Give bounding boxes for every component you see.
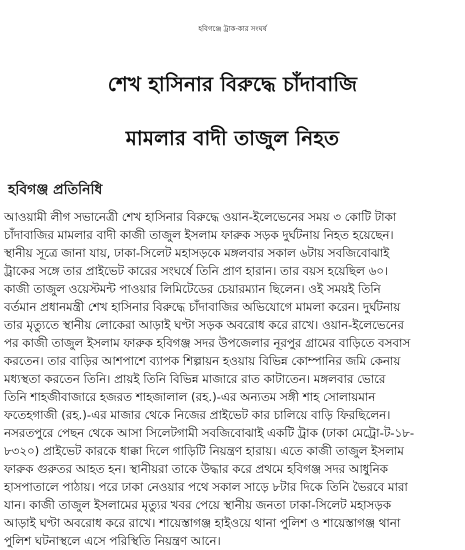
body-line: পুলিশ ঘটনাস্থলে এসে পরিস্থিতি নিয়ন্ত্রণ আনে। bbox=[4, 534, 221, 548]
body-line: করতেন। তার বাড়ির আশপাশে ব্যাপক শিল্পায়ন হওয়ায় বিভিন্ন কোম্পানির জমি কেনায় bbox=[4, 354, 401, 368]
body-line: ট্রাকের সঙ্গে তার প্রাইভেট কারের সংঘর্ষে তিনি প্রাণ হারান। তার বয়স হয়েছিল ৬০। bbox=[4, 264, 389, 278]
body-line: ফতেহগাজী (রহ.)-এর মাজার থেকে নিজের প্রাইভেট কার চালিয়ে বাড়ি ফিরছিলেন। bbox=[4, 408, 391, 422]
body-line: যান। কাজী তাজুল ইসলামের মৃত্যুর খবর পেয়ে স্থানীয় জনতা ঢাকা-সিলেট মহাসড়ক bbox=[4, 498, 391, 512]
headline-line-1: শেখ হাসিনার বিরুদ্ধে চাঁদাবাজি bbox=[107, 72, 358, 96]
body-line: বর্তমান প্রধানমন্ত্রী শেখ হাসিনার বিরুদ্ধে চাঁদাবাজির অভিযোগে মামলা করেন। দুর্ঘটনায় bbox=[4, 300, 401, 314]
headline-line-2: মামলার বাদী তাজুল নিহত bbox=[125, 126, 340, 150]
body-line: মধ্যস্থতা করতেন তিনি। প্রায়ই তিনি বিভিন্ন মাজারে রাত কাটাতেন। মঙ্গলবার ভোরে bbox=[4, 372, 386, 386]
body-line: হাসপাতালে পাঠায়। পরে ঢাকা নেওয়ার পথে সকাল সাড়ে ৮টার দিকে তিনি ভৈরবে মারা bbox=[4, 480, 408, 494]
body-line: পর কাজী তাজুল ইসলাম ফারুক হবিগঞ্জ সদর উপজেলার নূরপুর গ্রামের বাড়িতে বসবাস bbox=[4, 336, 411, 350]
byline: হবিগঞ্জ প্রতিনিধি bbox=[8, 182, 103, 198]
body-line: তিনি শাহজীবাজারে হজরত শাহজালাল (রহ.)-এর অন্যতম সঙ্গী শাহ সোলায়মান bbox=[4, 390, 376, 404]
body-line: ৮৩২০) প্রাইভেট কারকে ধাক্কা দিলে গাড়িটি নিয়ন্ত্রণ হারায়। এতে কাজী তাজুল ইসলাম bbox=[4, 444, 404, 458]
body-line: ফারুক গুরুতর আহত হন। স্থানীয়রা তাকে উদ্ধার করে প্রথমে হবিগঞ্জ সদর আধুনিক bbox=[4, 462, 388, 476]
article-kicker: হবিগঞ্জে ট্রাক-কার সংঘর্ষ bbox=[198, 25, 267, 33]
body-line: নসরতপুরে পেছন থেকে আসা সিলেটগামী সবজিবোঝাই একটি ট্রাক (ঢাকা মেট্রো-ট-১৮- bbox=[4, 426, 415, 440]
body-line: আওয়ামী লীগ সভানেত্রী শেখ হাসিনার বিরুদ্ধে ওয়ান-ইলেভেনের সময় ৩ কোটি টাকা bbox=[4, 210, 397, 224]
body-line: স্থানীয় সূত্রে জানা যায়, ঢাকা-সিলেট মহাসড়কে মঙ্গলবার সকাল ৬টায় সবজিবোঝাই bbox=[4, 246, 390, 260]
body-line: তার মৃত্যুতে স্থানীয় লোকেরা আড়াই ঘণ্টা সড়ক অবরোধ করে রাখে। ওয়ান-ইলেভেনের bbox=[4, 318, 404, 332]
article-body bbox=[0, 208, 465, 550]
body-line: কাজী তাজুল ওয়েস্টমন্ট পাওয়ার লিমিটেডের চেয়ারম্যান ছিলেন। ওই সময়ই তিনি bbox=[4, 282, 381, 296]
body-line: আড়াই ঘণ্টা অবরোধ করে রাখে। শায়েস্তাগঞ্জ হাইওয়ে থানা পুলিশ ও শায়েস্তাগঞ্জ থানা bbox=[4, 516, 401, 530]
body-line: চাঁদাবাজির মামলার বাদী কাজী তাজুল ইসলাম ফারুক সড়ক দুর্ঘটনায় নিহত হয়েছেন। bbox=[4, 228, 394, 242]
